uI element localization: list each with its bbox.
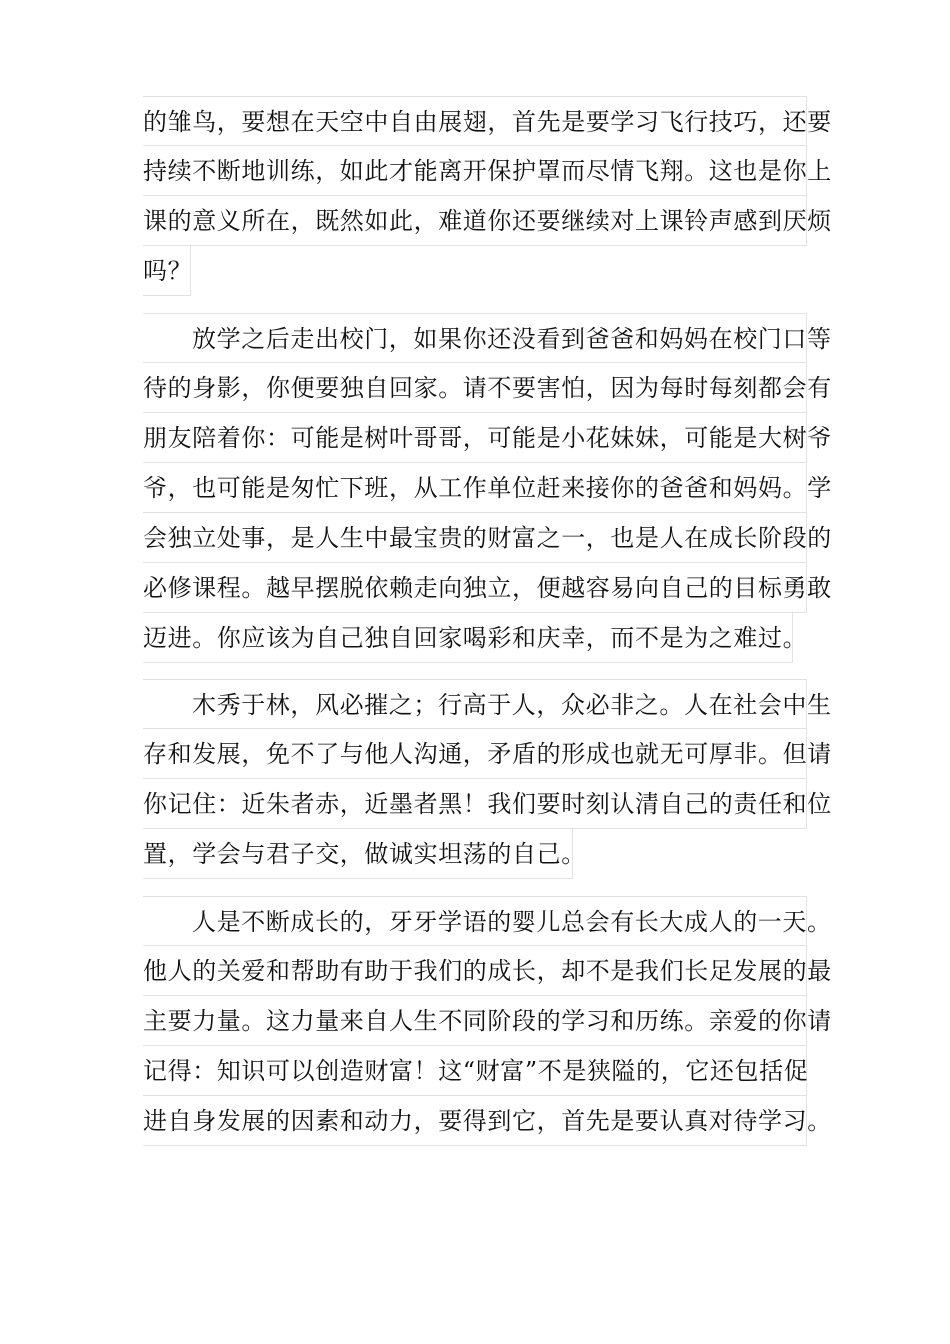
text-line (143, 146, 832, 196)
line-text: 持续不断地训练，如此才能离开保护罩而尽情飞翔。这也是你上 (143, 157, 832, 185)
text-line (143, 463, 832, 513)
line-text: 迈进。你应该为自己独自回家喝彩和庆幸，而不是为之难过。 (143, 624, 808, 652)
line-text: 他人的关爱和帮助有助于我们的成长，却不是我们长足发展的最 (143, 957, 832, 985)
line-text: 朋友陪着你：可能是树叶哥哥，可能是小花妹妹，可能是大树爷 (143, 424, 832, 452)
text-line (143, 896, 832, 946)
text-line (143, 613, 808, 663)
line-text: 爷，也可能是匆忙下班，从工作单位赶来接你的爸爸和妈妈。学 (143, 474, 832, 502)
text-line (143, 996, 832, 1046)
text-line (143, 1046, 807, 1096)
text-line (143, 196, 832, 246)
text-line (143, 1096, 832, 1146)
text-line (143, 829, 586, 879)
line-text: 课的意义所在，既然如此，难道你还要继续对上课铃声感到厌烦 (143, 207, 832, 235)
line-text: 置，学会与君子交，做诚实坦荡的自己。 (143, 840, 586, 868)
text-line (143, 729, 832, 779)
text-line (143, 413, 832, 463)
line-text: 的雏鸟，要想在天空中自由展翅，首先是要学习飞行技巧，还要 (143, 108, 832, 136)
line-text: 放学之后走出校门，如果你还没看到爸爸和妈妈在校门口等 (192, 325, 832, 353)
paragraph-2 (143, 313, 832, 663)
line-text: 进自身发展的因素和动力，要得到它，首先是要认真对待学习。 (143, 1107, 832, 1135)
line-text: 木秀于林，风必摧之；行高于人，众必非之。人在社会中生 (192, 691, 832, 719)
line-text: 存和发展，免不了与他人沟通，矛盾的形成也就无可厚非。但请 (143, 740, 832, 768)
paragraph-1 (143, 96, 832, 296)
line-text: 你记住：近朱者赤，近墨者黑！我们要时刻认清自己的责任和位 (143, 790, 832, 818)
line-text: 主要力量。这力量来自人生不同阶段的学习和历练。亲爱的你请 (143, 1007, 832, 1035)
paragraph-4 (143, 896, 832, 1146)
line-text: 必修课程。越早摆脱依赖走向独立，便越容易向自己的目标勇敢 (143, 574, 832, 602)
text-line (143, 363, 832, 413)
line-text: 记得：知识可以创造财富！这“财富”不是狭隘的，它还包括促 (143, 1057, 809, 1085)
text-line (143, 946, 832, 996)
text-line (143, 313, 832, 363)
text-line (143, 563, 832, 613)
line-text: 会独立处事，是人生中最宝贵的财富之一，也是人在成长阶段的 (143, 524, 832, 552)
text-line (143, 679, 832, 729)
line-text: 待的身影，你便要独自回家。请不要害怕，因为每时每刻都会有 (143, 374, 832, 402)
line-text: 人是不断成长的，牙牙学语的婴儿总会有长大成人的一天。 (192, 908, 832, 936)
text-line (143, 246, 191, 296)
text-line (143, 96, 832, 146)
line-text: 吗？ (143, 257, 193, 285)
text-line (143, 779, 832, 829)
text-line (143, 513, 832, 563)
paragraph-3 (143, 679, 832, 879)
